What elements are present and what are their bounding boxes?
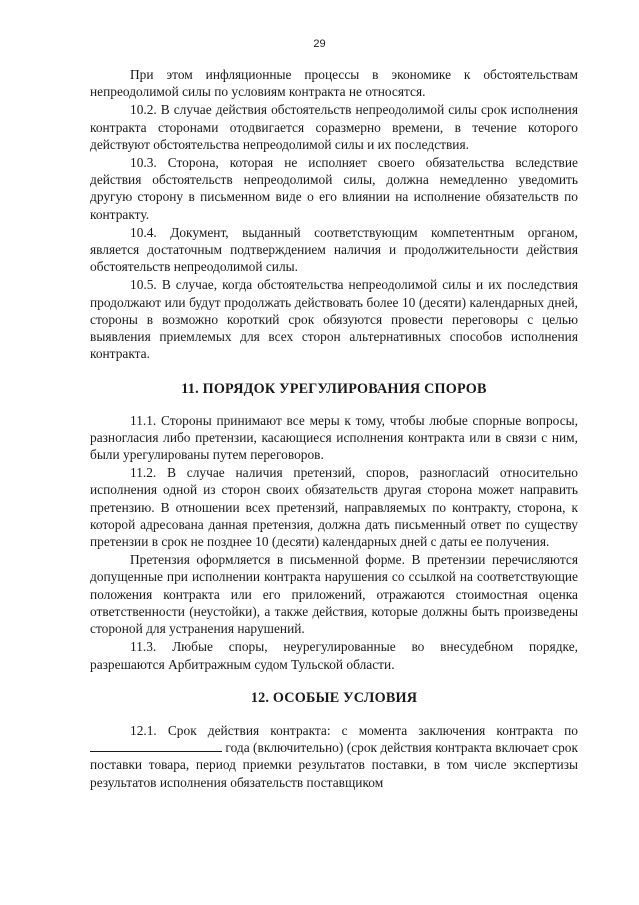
paragraph-10-1-cont: При этом инфляционные процессы в экономике к обстоятельствам непреодолимой силы по условиям контракта не относятся. — [90, 67, 578, 100]
paragraph-10-5: 10.5. В случае, когда обстоятельства непреодолимой силы и их последствия продолжают или будут продолжать действовать более 10 (десяти) календарных дней, стороны в возможно короткий срок обязуются провести переговоры с целью выявления приемлемых для всех сторон альтернативных способов исполнения контракта. — [90, 277, 578, 362]
paragraph-10-2: 10.2. В случае действия обстоятельств непреодолимой силы срок исполнения контракта сторонами отодвигается соразмерно времени, в течение которого действуют обстоятельства непреодолимой силы и их последствия. — [90, 102, 578, 152]
paragraph-11-3: 11.3. Любые споры, неурегулированные во внесудебном порядке, разрешаются Арбитражным судом Тульской области. — [90, 639, 578, 672]
paragraph-10-4: 10.4. Документ, выданный соответствующим компетентным органом, является достаточным подтверждением наличия и продолжительности действия обстоятельств непреодолимой силы. — [90, 224, 578, 275]
section-11-heading: 11. ПОРЯДОК УРЕГУЛИРОВАНИЯ СПОРОВ — [181, 381, 487, 398]
document-body — [90, 66, 578, 792]
paragraph-10-3: 10.3. Сторона, которая не исполняет своего обязательства вследствие действия обстоятельств непреодолимой силы, должна немедленно уведомить другую сторону в письменном виде о его влиянии на исполнение обязательств по контракту. — [90, 155, 578, 222]
paragraph-11-2: 11.2. В случае наличия претензий, споров, разногласий относительно исполнения одной из сторон своих обязательств другая сторона может направить претензию. В отношении всех претензий, направляемых по контракту, сторона, к которой адресована данная претензия, должна дать письменный ответ по существу претензии в срок не позднее 10 (десяти) календарных дней с даты ее получения. — [90, 465, 578, 550]
page-number: 29 — [313, 38, 326, 50]
paragraph-12-1-start: 12.1. Срок действия контракта: с момента заключения контракта по — [130, 722, 578, 738]
paragraph-12-1-end: года (включительно) (срок действия контракта включает срок поставки товара, период приемки результатов поставки, в том числе экспертизы результатов исполнения обязательств поставщиком — [90, 740, 578, 790]
section-12-heading: 12. ОСОБЫЕ УСЛОВИЯ — [250, 689, 418, 706]
paragraph-12-1 — [90, 722, 578, 791]
blank-date-line — [90, 739, 222, 752]
paragraph-11-1: 11.1. Стороны принимают все меры к тому, чтобы любые спорные вопросы, разногласия либо претензии, касающиеся исполнения контракта или в связи с ним, были урегулированы путем переговоров. — [90, 412, 578, 463]
paragraph-claim-form: Претензия оформляется в письменной форме. В претензии перечисляются допущенные при исполнении контракта нарушения со ссылкой на соответствующие положения контракта или его приложений, отражаются стоимостная оценка ответственности (неустойки), а также действия, которые должны быть произведены стороной для устранения нарушений. — [90, 552, 578, 637]
